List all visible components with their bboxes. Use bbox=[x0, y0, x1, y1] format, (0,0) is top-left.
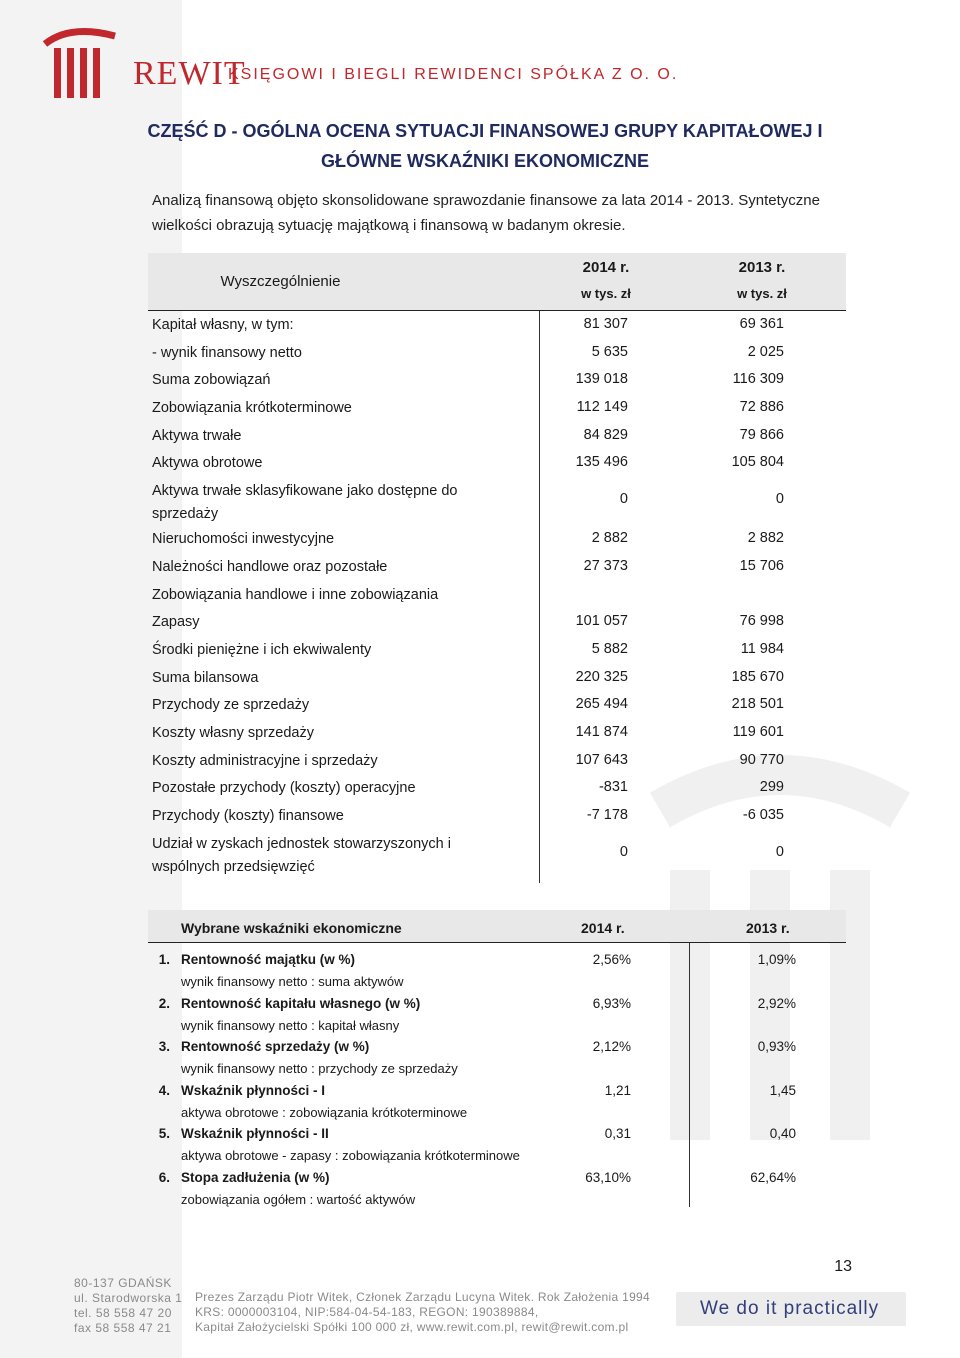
indicator-name: Wskaźnik płynności - II bbox=[181, 1126, 329, 1141]
footer-address-line: ul. Starodworska 1 bbox=[74, 1291, 183, 1305]
row-label: Zapasy bbox=[152, 614, 200, 631]
value-2013: 119 601 bbox=[732, 723, 784, 740]
value-2014: 27 373 bbox=[583, 557, 628, 574]
footer-slogan: We do it practically bbox=[700, 1298, 880, 1319]
intro-paragraph: Analizą finansową objęto skonsolidowane sprawozdanie finansowe za lata 2014 - 2013. Syntetyczne wielkości obrazują sytuację majątkową i finansową w badanym okresie. bbox=[152, 192, 820, 234]
table1-year-2013: 2013 r. bbox=[738, 259, 786, 276]
table2-year-2013: 2013 r. bbox=[746, 920, 790, 936]
indicator-name: Rentowność majątku (w %) bbox=[181, 952, 356, 967]
table1-row bbox=[148, 608, 846, 636]
footer-address-line: 80-137 GDAŃSK bbox=[74, 1276, 172, 1290]
row-label: Należności handlowe oraz pozostałe bbox=[152, 558, 388, 575]
indicator-number: 2. bbox=[158, 995, 170, 1011]
value-2013: 76 998 bbox=[739, 613, 784, 630]
indicator-row bbox=[148, 1121, 846, 1165]
value-2014: 220 325 bbox=[575, 668, 628, 685]
row-label: Koszty administracyjne i sprzedaży bbox=[152, 752, 378, 769]
value-2013: 79 866 bbox=[739, 426, 784, 443]
row-label: Aktywa obrotowe bbox=[152, 455, 263, 472]
financial-summary-table bbox=[148, 253, 846, 878]
table1-row bbox=[148, 581, 846, 609]
value-2013: 72 886 bbox=[739, 399, 784, 416]
value-2014: 139 018 bbox=[575, 371, 628, 388]
row-label: Przychody ze sprzedaży bbox=[152, 697, 310, 714]
indicator-number: 4. bbox=[158, 1082, 170, 1098]
row-label: Zobowiązania handlowe i inne zobowiązania bbox=[152, 586, 439, 603]
brand-subtitle: KSIĘGOWI I BIEGLI REWIDENCI SPÓŁKA Z O. O. bbox=[228, 66, 679, 83]
value-2014: 0 bbox=[619, 491, 628, 508]
indicator-value-2014: 1,21 bbox=[604, 1082, 631, 1098]
row-label: Środki pieniężne i ich ekwiwalenty bbox=[152, 641, 372, 658]
value-2013: 0 bbox=[775, 491, 784, 508]
indicator-value-2013: 1,09% bbox=[757, 952, 796, 967]
row-label: Suma zobowiązań bbox=[152, 372, 271, 389]
indicator-value-2014: 0,31 bbox=[604, 1126, 631, 1141]
table2-year-2014: 2014 r. bbox=[581, 920, 625, 936]
value-2013: 15 706 bbox=[739, 557, 784, 574]
table1-row bbox=[148, 719, 846, 747]
indicator-formula: aktywa obrotowe - zapasy : zobowiązania krótkoterminowe bbox=[181, 1148, 520, 1163]
indicator-value-2013: 1,45 bbox=[769, 1082, 796, 1098]
value-2013: 90 770 bbox=[739, 751, 784, 768]
value-2014: -7 178 bbox=[586, 807, 628, 823]
indicator-name: Rentowność sprzedaży (w %) bbox=[181, 1039, 370, 1054]
table2-header bbox=[148, 910, 846, 943]
row-label: Aktywa trwałe bbox=[152, 427, 242, 444]
indicator-value-2013: 0,93% bbox=[757, 1039, 796, 1054]
table1-row bbox=[148, 747, 846, 775]
value-2013: 2 025 bbox=[747, 343, 784, 360]
indicator-number: 6. bbox=[158, 1169, 170, 1185]
table1-row bbox=[148, 774, 846, 802]
value-2013: 69 361 bbox=[739, 316, 784, 332]
indicator-value-2014: 6,93% bbox=[592, 995, 631, 1011]
table1-row bbox=[148, 664, 846, 692]
indicator-row bbox=[148, 1034, 846, 1078]
indicator-name: Stopa zadłużenia (w %) bbox=[181, 1169, 330, 1185]
table1-row bbox=[148, 636, 846, 664]
indicator-number: 3. bbox=[158, 1039, 170, 1054]
row-label: Kapitał własny, w tym: bbox=[152, 317, 294, 333]
footer-company-line: KRS: 0000003104, NIP:584-04-54-183, REGON: 190389884, bbox=[195, 1305, 539, 1319]
value-2014: 101 057 bbox=[575, 613, 628, 630]
page-number: 13 bbox=[834, 1258, 852, 1275]
indicator-row bbox=[148, 991, 846, 1035]
row-label: Koszty własny sprzedaży bbox=[152, 724, 314, 741]
table1-row bbox=[148, 553, 846, 581]
value-2013: 218 501 bbox=[731, 696, 784, 713]
indicator-value-2013: 0,40 bbox=[769, 1126, 796, 1141]
indicator-formula: zobowiązania ogółem : wartość aktywów bbox=[181, 1191, 416, 1207]
indicator-formula: aktywa obrotowe : zobowiązania krótkoterminowe bbox=[181, 1104, 468, 1120]
footer-company-line: Kapitał Założycielski Spółki 100 000 zł, www.rewit.com.pl, rewit@rewit.com.pl bbox=[195, 1320, 629, 1334]
indicator-number: 1. bbox=[158, 952, 170, 967]
table1-header bbox=[148, 253, 846, 311]
value-2013: 299 bbox=[759, 779, 784, 796]
indicator-row bbox=[148, 1165, 846, 1209]
row-label: Nieruchomości inwestycyjne bbox=[152, 531, 335, 548]
table1-row bbox=[148, 394, 846, 422]
indicator-name: Rentowność kapitału własnego (w %) bbox=[181, 995, 421, 1011]
value-2013: 105 804 bbox=[731, 454, 784, 471]
value-2014: 135 496 bbox=[575, 454, 628, 471]
table1-row bbox=[148, 830, 846, 878]
table1-row bbox=[148, 311, 846, 339]
value-2014: 0 bbox=[619, 843, 628, 860]
table2-header-label: Wybrane wskaźniki ekonomiczne bbox=[181, 920, 402, 936]
value-2014: 81 307 bbox=[583, 316, 628, 332]
footer-company-info bbox=[195, 1290, 650, 1335]
footer-address bbox=[74, 1276, 182, 1336]
row-label: Zobowiązania krótkoterminowe bbox=[152, 400, 352, 417]
table1-row bbox=[148, 366, 846, 394]
value-2014: 84 829 bbox=[583, 426, 628, 443]
value-2013: 185 670 bbox=[731, 668, 784, 685]
indicator-value-2013: 62,64% bbox=[750, 1169, 796, 1185]
indicator-value-2013: 2,92% bbox=[757, 995, 796, 1011]
value-2013: 116 309 bbox=[732, 371, 784, 388]
value-2013: 2 882 bbox=[747, 530, 784, 547]
value-2014: 5 882 bbox=[591, 640, 628, 657]
row-label: Pozostałe przychody (koszty) operacyjne bbox=[152, 780, 416, 797]
row-label: - wynik finansowy netto bbox=[152, 344, 302, 361]
table1-year-2014: 2014 r. bbox=[582, 259, 630, 276]
brand-name: REWIT bbox=[133, 55, 246, 92]
indicator-name: Wskaźnik płynności - I bbox=[181, 1082, 326, 1098]
value-2014: 107 643 bbox=[575, 751, 628, 768]
indicator-row bbox=[148, 947, 846, 991]
row-label: Przychody (koszty) finansowe bbox=[152, 808, 344, 824]
value-2013: -6 035 bbox=[742, 807, 784, 823]
section-title-line2: GŁÓWNE WSKAŹNIKI EKONOMICZNE bbox=[321, 151, 649, 171]
indicator-formula: wynik finansowy netto : przychody ze sprzedaży bbox=[181, 1061, 458, 1076]
indicator-number: 5. bbox=[158, 1126, 170, 1141]
column-logo-icon bbox=[40, 22, 130, 102]
indicator-value-2014: 63,10% bbox=[585, 1169, 631, 1185]
indicator-value-2014: 2,12% bbox=[592, 1039, 631, 1054]
table2-body bbox=[148, 943, 846, 1208]
table1-row bbox=[148, 339, 846, 367]
indicator-formula: wynik finansowy netto : kapitał własny bbox=[181, 1017, 400, 1033]
indicator-row bbox=[148, 1078, 846, 1122]
table1-row bbox=[148, 802, 846, 830]
value-2014: 112 149 bbox=[576, 399, 628, 416]
table1-row bbox=[148, 477, 846, 525]
table1-row bbox=[148, 691, 846, 719]
row-label: Suma bilansowa bbox=[152, 669, 259, 686]
value-2014: 265 494 bbox=[575, 696, 628, 713]
value-2013: 11 984 bbox=[740, 640, 784, 657]
footer-company-line: Prezes Zarządu Piotr Witek, Członek Zarządu Lucyna Witek. Rok Założenia 1994 bbox=[195, 1290, 650, 1304]
table1-unit-2014: w tys. zł bbox=[581, 286, 631, 301]
table1-unit-2013: w tys. zł bbox=[737, 286, 787, 301]
footer-address-line: fax 58 558 47 21 bbox=[74, 1321, 172, 1335]
row-label: Udział w zyskach jednostek stowarzyszonych i wspólnych przedsięwzięć bbox=[152, 835, 451, 875]
indicator-value-2014: 2,56% bbox=[592, 952, 631, 967]
indicator-formula: wynik finansowy netto : suma aktywów bbox=[181, 974, 404, 989]
table1-body bbox=[148, 311, 846, 878]
row-label: Aktywa trwałe sklasyfikowane jako dostępne do sprzedaży bbox=[152, 483, 458, 523]
value-2014: 5 635 bbox=[591, 343, 628, 360]
indicators-table bbox=[148, 910, 846, 1208]
table1-row bbox=[148, 449, 846, 477]
footer-address-line: tel. 58 558 47 20 bbox=[74, 1306, 172, 1320]
value-2014: 2 882 bbox=[591, 530, 628, 547]
table1-row bbox=[148, 422, 846, 450]
table1-header-label: Wyszczególnienie bbox=[220, 273, 341, 290]
value-2013: 0 bbox=[775, 843, 784, 860]
table1-row bbox=[148, 525, 846, 553]
value-2014: -831 bbox=[598, 779, 628, 796]
section-title-line1: CZĘŚĆ D - OGÓLNA OCENA SYTUACJI FINANSOWEJ GRUPY KAPITAŁOWEJ I bbox=[147, 121, 823, 141]
value-2014: 141 874 bbox=[575, 723, 628, 740]
